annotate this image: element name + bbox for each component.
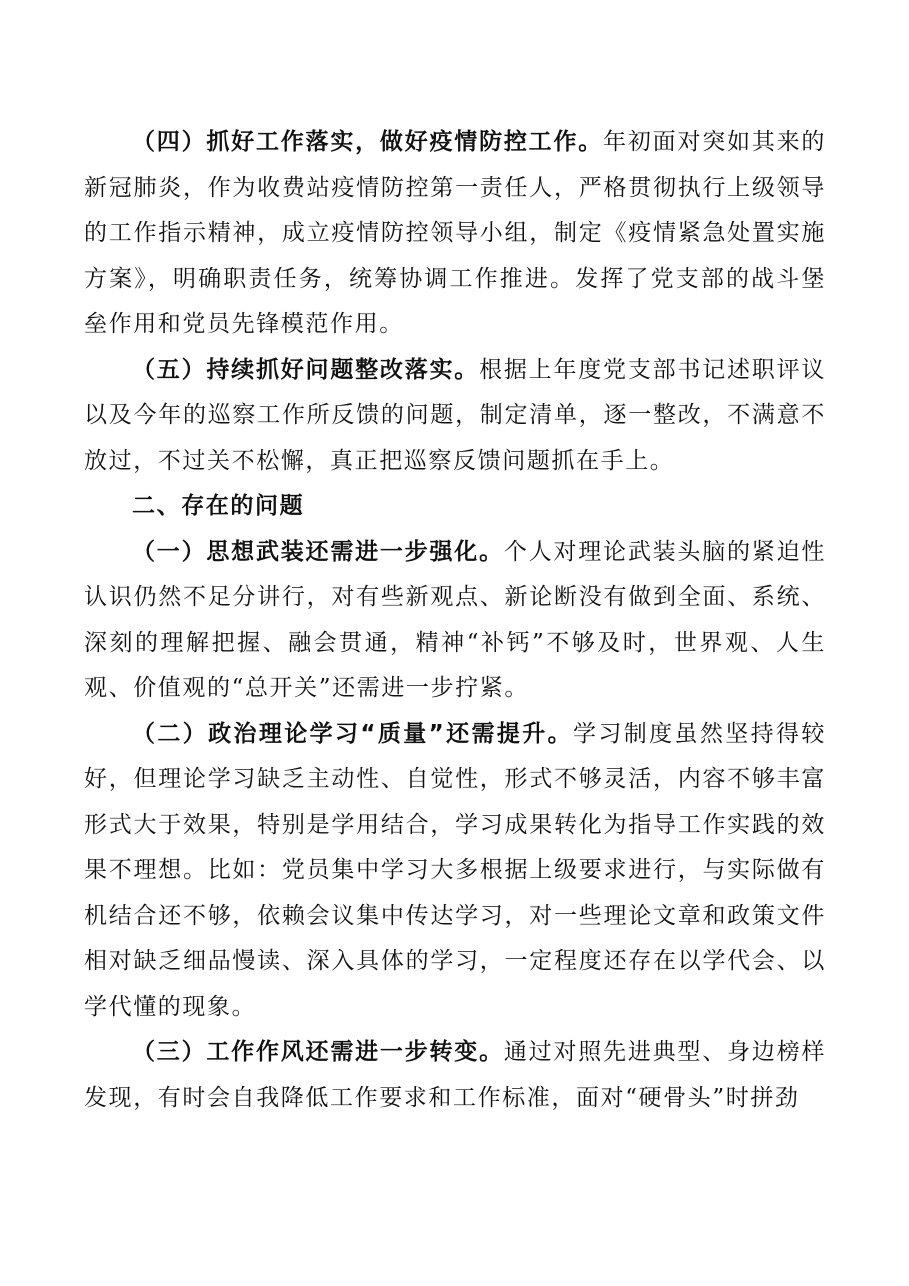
issue-three-lead: （三）工作作风还需进一步转变。 — [132, 1039, 504, 1065]
issue-one-body: 个人对理论武装头脑的紧迫性认识仍然不足分讲行，对有些新观点、新论断没有做到全面、系统、深刻的理解把握、融会贯通，精神“补钙”不够及时，世界观、人生观、价值观的“总开关”还需进一步拧紧。 — [84, 538, 826, 701]
paragraph-five — [84, 348, 826, 485]
section-heading: 二、存在的问题 — [132, 493, 305, 519]
issue-one — [84, 530, 826, 712]
paragraph-five-body: 根据上年度党支部书记述职评议以及今年的巡察工作所反馈的问题，制定清单，逐一整改，不满意不放过，不过关不松懈，真正把巡察反馈问题抓在手上。 — [84, 356, 826, 474]
paragraph-four-body: 年初面对突如其来的新冠肺炎，作为收费站疫情防控第一责任人，严格贯彻执行上级领导的工作指示精神，成立疫情防控领导小组，制定《疫情紧急处置实施方案》，明确职责任务，统筹协调工作推进。发挥了党支部的战斗堡垒作用和党员先锋模范作用。 — [84, 129, 826, 337]
issue-three — [84, 1030, 826, 1121]
document-body — [84, 120, 826, 1121]
paragraph-four — [84, 120, 826, 348]
paragraph-four-lead: （四）抓好工作落实，做好疫情防控工作。 — [132, 129, 604, 155]
issue-two-body: 学习制度虽然坚持得较好，但理论学习缺乏主动性、自觉性，形式不够灵活，内容不够丰富形式大于效果，特别是学用结合，学习成果转化为指导工作实践的效果不理想。比如：党员集中学习大多根据上级要求进行，与实际做有机结合还不够，依赖会议集中传达学习，对一些理论文章和政策文件相对缺乏细品慢读、深入具体的学习，一定程度还存在以学代会、以学代懂的现象。 — [84, 720, 827, 1020]
issue-two-lead: （二）政治理论学习“质量”还需提升。 — [132, 720, 574, 747]
issue-three-body: 通过对照先进典型、身边榜样发现，有时会自我降低工作要求和工作标准，面对“硬骨头”时拼劲 — [84, 1039, 826, 1111]
issue-two — [84, 712, 826, 1031]
paragraph-five-lead: （五）持续抓好问题整改落实。 — [132, 356, 480, 383]
issue-one-lead: （一）思想武装还需进一步强化。 — [132, 538, 504, 565]
